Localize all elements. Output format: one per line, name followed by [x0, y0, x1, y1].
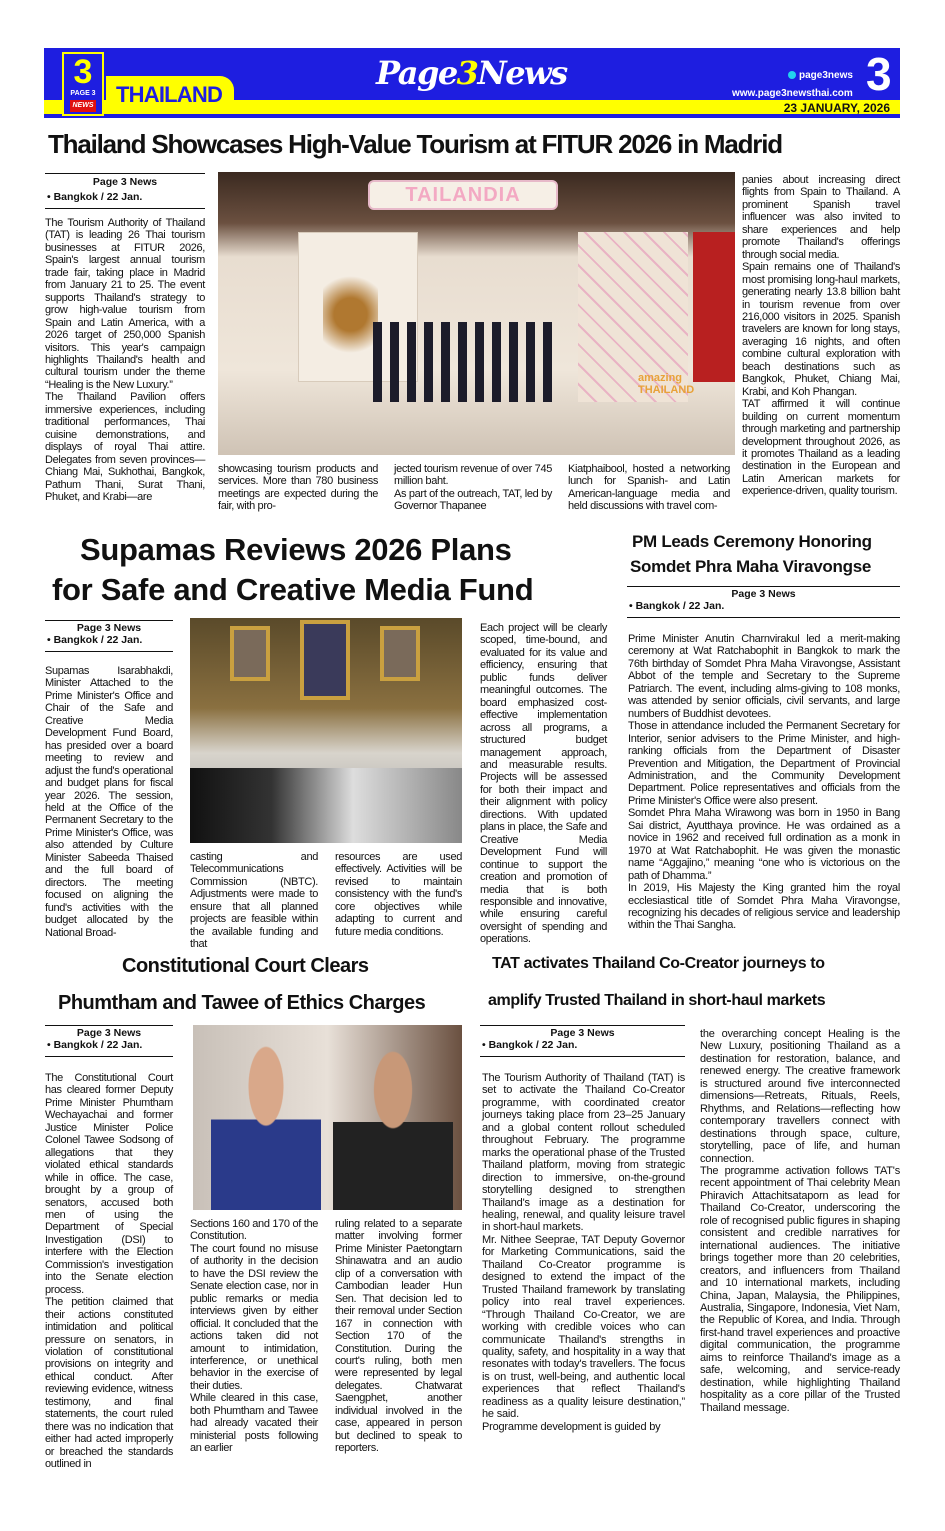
article2-byline [45, 620, 173, 652]
paragraph: resources are used effectively. Activities will be revised to maintain consistency with the fund's core objectives while adapting to current and future media conditions. [335, 851, 462, 938]
paragraph: The Constitutional Court has cleared former Deputy Prime Minister Phumtham Wechayachai and former Justice Minister Police Colonel Tawee Sodsong of allegations that they violated ethical standards while in office. The case, brought by a group of senators, accused both men of using the Department of Special Investigation (DSI) to interfere with the Election Commission's investigation into the Senate election process. [45, 1072, 173, 1296]
article5-col2 [700, 1028, 900, 1414]
article3-col1 [628, 633, 900, 932]
paragraph: TAT affirmed it will continue building on current momentum through marketing and partnership development throughout 2026, as it promotes Thailand as a leading destination in the European and Latin American markets for experience-driven, quality tourism. [742, 398, 900, 498]
paragraph: While cleared in this case, both Phumtham and Tawee had already vacated their ministerial posts following an earlier [190, 1392, 318, 1455]
paragraph: Each project will be clearly scoped, time-bound, and evaluated for its value and efficiency, ensuring that public funds deliver meaningful outcomes. The board emphasized cost-effective implementation across all programs, a structured budget management approach, and measurable results. Projects will be assessed for both their impact and their alignment with policy directions. With updated plans in place, the Safe and Creative Media Development Fund will continue to support the creation and promotion of media that is both responsible and innovative, while ensuring careful oversight of spending and operations. [480, 622, 607, 946]
article4-headline-line1: Constitutional Court Clears [122, 955, 369, 977]
article2-col4 [480, 622, 607, 946]
neighbor-booth [693, 232, 735, 382]
paragraph: The court found no misuse of authority in the decision to have the DSI review the Senate election case, nor in public remarks or media interviews given by either official. It concluded that the actions taken did not amount to intimidation, interference, or unethical behavior in the exercise of their duties. [190, 1242, 318, 1392]
article4-photo [193, 1025, 462, 1210]
logo-news: NEWS [70, 100, 96, 112]
portrait-frame-center [300, 620, 350, 700]
paragraph: The Tourism Authority of Thailand (TAT) is leading 26 Thai tourism businesses at FITUR 2026, Spain's largest annual tourism trade fair, taking place in Madrid from January 21 to 25. The event supports Thailand's strategy to grow high-value tourism from Spain and Latin America, with a 2026 target of 250,000 Spanish visitors. This year's campaign highlights Thailand's health and cultural tourism under the theme “Healing is the New Luxury.” [45, 217, 205, 391]
article2-photo [190, 618, 462, 843]
section-label: THAILAND [116, 82, 223, 107]
article4-byline [45, 1025, 173, 1057]
paragraph: Those in attendance included the Permanent Secretary for Interior, senior advisers to the Prime Minister, and high-ranking officials from the Department of Disaster Prevention and Mitigation, the Department of Provincial Administration, and the Community Development Department. Police representatives and officials from the Prime Minister's Office were also present. [628, 720, 900, 807]
article4-col3 [335, 1218, 462, 1455]
article1-col5 [742, 174, 900, 498]
amazing-thailand-logo: amazing THAILAND [638, 372, 695, 396]
article2-col3 [335, 851, 462, 938]
byline-place: • Bangkok / 22 Jan. [47, 191, 143, 203]
article5-headline-line2: amplify Trusted Thailand in short-haul markets [488, 992, 826, 1009]
article1-col4 [568, 463, 730, 513]
paragraph: Mr. Nithee Seeprae, TAT Deputy Governor for Marketing Communications, said the Thailand Co-Creator programme is designed to extend the impact of the Trusted Thailand framework by translating policy into real travel experiences. “Through Thailand Co-Creator, we are working with credible voices who can communicate Thailand's strengths in quality, safety, and hospitality in a way that resonates with today's travellers. The focus is on trust, well-being, and authentic local experiences that reflect Thailand's readiness as a quality leisure destination,” he said. [482, 1233, 685, 1421]
social-text: page3news [799, 70, 853, 81]
logo-text: PAGE 3 [70, 90, 96, 97]
article1-col1 [45, 217, 205, 503]
brand-right: News [477, 54, 567, 92]
paragraph: casting and Telecommunications Commission (NBTC). Adjustments were made to ensure that all planned projects are feasible within the available funding and that [190, 851, 318, 951]
brand-number: 3 [456, 54, 478, 92]
page3-logo [62, 52, 104, 116]
paragraph: In 2019, His Majesty the King granted him the royal ecclesiastical title of Somdet Phra Maha Viravongse, recognizing his decades of religious service and leadership within the Thai Sangha. [628, 882, 900, 932]
paragraph: Sections 160 and 170 of the Constitution. [190, 1218, 318, 1243]
paragraph: Kiatphaibool, hosted a networking lunch for Spanish- and Latin American-language media and held discussions with travel com- [568, 463, 730, 513]
byline-source: Page 3 News [550, 1027, 615, 1039]
tawee-portrait [333, 1050, 453, 1210]
article4-headline-line2: Phumtham and Tawee of Ethics Charges [58, 992, 426, 1014]
paragraph: panies about increasing direct flights from Spain to Thailand. A prominent Spanish travel influencer was also invited to share experiences and help promote Thailand's offerings through social media. [742, 174, 900, 261]
article1-headline: Thailand Showcases High-Value Tourism at FITUR 2026 in Madrid [48, 129, 782, 159]
social-handle [788, 70, 853, 81]
page-number: 3 [866, 48, 892, 100]
article4-col2 [190, 1218, 318, 1455]
website: www.page3newsthai.com [732, 88, 853, 99]
article2-headline-line1: Supamas Reviews 2026 Plans [80, 532, 512, 567]
paragraph: the overarching concept Healing is the New Luxury, positioning Thailand as a destination for restoration, balance, and renewed energy. The creative framework is structured around five interconnected dimensions—Retreats, Rituals, Reels, Rhythms, and Relations—reflecting how contemporary travellers connect with destinations through space, culture, storytelling, pace of life, and human connection. [700, 1028, 900, 1165]
article3-headline-line2: Somdet Phra Maha Viravongse [630, 557, 871, 576]
logo-number: 3 [73, 53, 93, 91]
paragraph: As part of the outreach, TAT, led by Governor Thapanee [394, 487, 552, 513]
paragraph: Spain remains one of Thailand's most promising long-haul markets, generating nearly 13.8 billion baht in tourism revenue from over 216,000 visitors in 2025. Spanish travelers are known for long stays, averaging 16 nights, and often combine cultural exploration with beach destinations such as Bangkok, Phuket, Chiang Mai, Krabi, and Koh Phangan. [742, 261, 900, 398]
byline-place: • Bangkok / 22 Jan. [482, 1039, 578, 1051]
paragraph: The Thailand Pavilion offers immersive experiences, including traditional performances, Thai cuisine demonstrations, and displays of royal Thai attire. Delegates from seven provinces—Chiang Mai, Sukhothai, Bangkok, Pathum Thani, Surat Thani, Phuket, and Krabi—are [45, 391, 205, 503]
article2-headline-line2: for Safe and Creative Media Fund [52, 572, 534, 607]
paragraph: Somdet Phra Maha Wirawong was born in 1950 in Bang Sai district, Ayutthaya province. He was ordained as a novice in 1962 and received full ordination as a monk in 1970 at Wat Ratchabophit. He was given the monastic name “Aggajino,” meaning “one who is victorious on the path of Dhamma.” [628, 807, 900, 882]
byline-source: Page 3 News [92, 176, 158, 188]
brand-wordmark [376, 54, 567, 92]
byline-place: • Bangkok / 22 Jan. [47, 634, 143, 646]
byline-source: Page 3 News [76, 1027, 142, 1039]
issue-date: 23 JANUARY, 2026 [783, 101, 890, 115]
article5-headline-line1: TAT activates Thailand Co-Creator journeys to [492, 955, 825, 972]
article4-col1 [45, 1072, 173, 1471]
meeting-attendees [190, 768, 462, 843]
phumtham-portrait [211, 1045, 321, 1210]
article5-byline [480, 1025, 685, 1057]
paragraph: Programme development is guided by [482, 1420, 661, 1433]
article5-col1 [482, 1072, 685, 1433]
paragraph: jected tourism revenue of over 745 million baht. [394, 463, 552, 488]
paragraph: The Tourism Authority of Thailand (TAT) is set to activate the Thailand Co-Creator programme, with coordinated creator journeys taking place from 23–25 January and a global content rollout scheduled throughout February. The programme marks the operational phase of the Trusted Thailand platform, moving from strategic direction to immersive, on-the-ground storytelling designed to strengthen Thailand's image as a destination for healing, renewal, and quality leisure travel in short-haul markets. [482, 1072, 685, 1234]
paragraph: ruling related to a separate matter involving former Prime Minister Paetongtarn Shinawatra and an audio clip of a conversation with Cambodian leader Hun Sen. That decision led to their removal under Section 167 in connection with Section 170 of the Constitution. During the court's ruling, both men were represented by legal delegates. Chatwarat Saengphet, another individual involved in the case, appeared in person but declined to speak to reporters. [335, 1218, 462, 1455]
paragraph: The petition claimed that their actions constituted intimidation and political pressure on senators, in violation of constitutional provisions on integrity and ethical conduct. After reviewing evidence, witness testimony, and final statements, the court ruled there was no indication that either had acted improperly or breached the standards outlined in [45, 1296, 173, 1471]
paragraph: Supamas Isarabhakdi, Minister Attached to the Prime Minister's Office and Chair of the Safe and Creative Media Development Fund Board, has presided over a board meeting to review and adjust the fund's operational and budget plans for fiscal year 2026. The session, held at the Office of the Permanent Secretary to the Prime Minister's Office, was also attended by Culture Minister Sabeeda Thaised and the full board of directors. The meeting focused on aligning the fund's activities with the budget allocated by the National Broad- [45, 665, 173, 939]
article1-byline [45, 173, 205, 209]
portrait-frame-left [230, 626, 270, 681]
article2-col1 [45, 665, 173, 939]
article1-photo [218, 172, 735, 455]
paragraph: Prime Minister Anutin Charnvirakul led a merit-making ceremony at Wat Ratchabophit in Bangkok to mark the 76th birthday of Somdet Phra Maha Viravongse, Assistant Abbot of the temple and Secretary to the Supreme Patriarch. The event, including alms-giving to 108 monks, was attended by senior officials, civil servants, and large numbers of Buddhist devotees. [628, 633, 900, 720]
thailand-map-shape [323, 267, 378, 362]
byline-place: • Bangkok / 22 Jan. [47, 1039, 143, 1051]
booth-banner: TAILANDIA [368, 180, 558, 210]
article3-headline-line1: PM Leads Ceremony Honoring [632, 532, 872, 551]
paragraph: The programme activation follows TAT's recent appointment of Thai celebrity Mean Phiravich Attachitsataporn as lead for Thailand Co-Creator, underscoring the role of recognised public figures in shaping consistent and credible narratives for international audiences. The initiative brings together more than 20 celebrities, creators, and influencers from Thailand and 10 international markets, including China, Japan, Malaysia, the Philippines, Australia, Singapore, Indonesia, Viet Nam, the Republic of Korea, and India. Through first-hand travel experiences and proactive digital communication, the programme aims to reinforce Thailand's image as a safe, welcoming, and service-ready destination, while highlighting Thailand hospitality as a core pillar of the Trusted Thailand message. [700, 1164, 900, 1414]
byline-place: • Bangkok / 22 Jan. [629, 600, 725, 612]
article1-col3 [394, 463, 552, 513]
paragraph: showcasing tourism products and services. More than 780 business meetings are expected during the fair, with pro- [218, 463, 378, 513]
masthead [44, 48, 900, 118]
article2-col2 [190, 851, 318, 951]
article3-byline [627, 586, 900, 618]
portrait-frame-right [380, 626, 420, 681]
social-icon [788, 71, 796, 79]
article1-col2 [218, 463, 378, 513]
brand-left: Page [376, 54, 457, 92]
delegates-group [373, 322, 558, 402]
byline-source: Page 3 News [76, 622, 142, 634]
byline-source: Page 3 News [731, 588, 796, 600]
